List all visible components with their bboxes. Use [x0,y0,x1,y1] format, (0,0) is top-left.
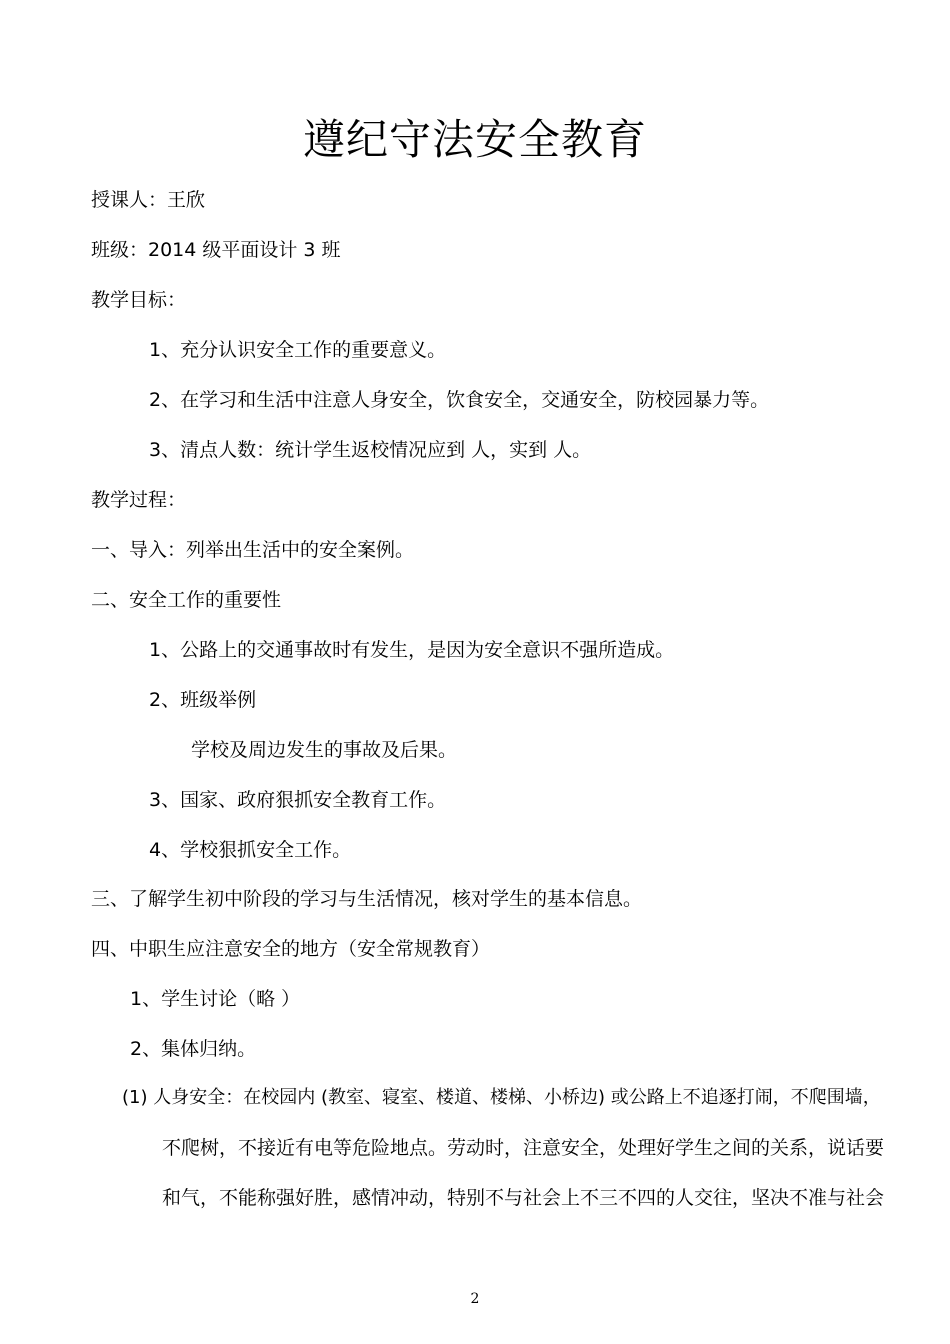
section-4-item-1: 1、学生讨论（略 ） [130,988,301,1010]
process-heading: 教学过程： [91,489,187,511]
objective-item-1: 1、充分认识安全工作的重要意义。 [149,339,447,361]
safety-paragraph-line-1: (1) 人身安全：在校园内 (教室、寝室、楼道、楼梯、小桥边) 或公路上不追逐打闹，不爬围墙， [122,1087,881,1108]
objective-item-2: 2、在学习和生活中注意人身安全，饮食安全，交通安全，防校园暴力等。 [149,389,770,411]
objectives-heading: 教学目标： [91,289,187,311]
section-2-item-4: 4、学校狠抓安全工作。 [149,839,352,861]
objective-item-3: 3、清点人数：统计学生返校情况应到 人，实到 人。 [149,439,592,461]
section-4-item-2: 2、集体归纳。 [130,1038,257,1060]
section-2-item-2-sub: 学校及周边发生的事故及后果。 [191,739,458,761]
safety-paragraph-line-2: 不爬树，不接近有电等危险地点。劳动时，注意安全，处理好学生之间的关系，说话要 [162,1137,885,1159]
document-title: 遵纪守法安全教育 [302,115,647,164]
section-3-heading: 三、了解学生初中阶段的学习与生活情况，核对学生的基本信息。 [91,888,643,910]
section-2-item-2: 2、班级举例 [149,689,257,711]
section-2-item-1: 1、公路上的交通事故时有发生，是因为安全意识不强所造成。 [149,639,675,661]
section-2-heading: 二、安全工作的重要性 [91,589,282,611]
section-4-heading: 四、中职生应注意安全的地方（安全常规教育） [91,938,491,960]
page-number: 2 [470,1291,480,1307]
class-line: 班级：2014 级平面设计 3 班 [91,239,341,261]
instructor-line: 授课人：王欣 [91,189,206,211]
section-1-heading: 一、导入：列举出生活中的安全案例。 [91,539,415,561]
safety-paragraph-line-3: 和气，不能称强好胜，感情冲动，特别不与社会上不三不四的人交往，坚决不准与社会 [162,1187,885,1209]
section-2-item-3: 3、国家、政府狠抓安全教育工作。 [149,789,447,811]
